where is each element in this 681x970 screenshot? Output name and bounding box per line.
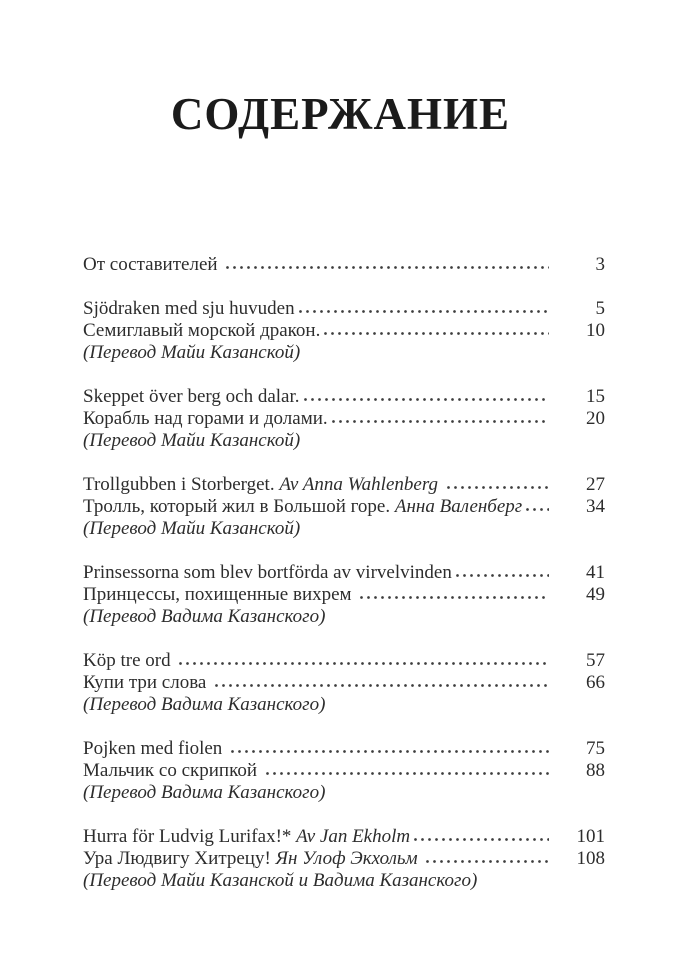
toc-block <box>83 386 605 452</box>
toc-entry-title: Trollgubben i Storberget. Av Anna Wahlenberg <box>83 474 443 495</box>
toc-entry-title: Skeppet över berg och dalar. <box>83 386 300 407</box>
toc-entry-author: Av Jan Ekholm <box>296 826 411 847</box>
toc-row <box>83 408 605 430</box>
toc-entry-title: Корабль над горами и долами. <box>83 408 328 429</box>
dot-leader <box>424 848 549 870</box>
toc-row <box>83 386 605 408</box>
page-number: 3 <box>595 254 605 275</box>
toc-row <box>83 760 605 782</box>
page-number: 101 <box>576 826 605 847</box>
toc-block <box>83 298 605 364</box>
page-number: 34 <box>586 496 605 517</box>
page-number: 41 <box>586 562 605 583</box>
toc-entry-author: Av Anna Wahlenberg <box>279 474 443 495</box>
page-number: 5 <box>595 298 605 319</box>
toc-row <box>83 298 605 320</box>
toc-row <box>83 562 605 584</box>
toc-block <box>83 826 605 892</box>
toc-entry-title: Prinsessorna som blev bortförda av virvelvinden <box>83 562 452 583</box>
dot-leader <box>330 408 549 430</box>
toc-row <box>83 474 605 496</box>
toc-entry-title: Тролль, который жил в Большой горе. Анна Валенберг <box>83 496 523 517</box>
toc-list <box>83 254 605 892</box>
translator-note-text: (Перевод Майи Казанской) <box>83 430 301 451</box>
page-number: 20 <box>586 408 605 429</box>
translator-note <box>83 430 605 452</box>
translator-note <box>83 694 605 716</box>
dot-leader <box>445 474 549 496</box>
toc-row <box>83 584 605 606</box>
toc-entry-title: Köp tre ord <box>83 650 176 671</box>
page-title: СОДЕРЖАНИЕ <box>170 89 511 139</box>
toc-row <box>83 650 605 672</box>
toc-row <box>83 254 605 276</box>
dot-leader <box>297 298 549 320</box>
toc-entry-title: Семиглавый морской дракон. <box>83 320 321 341</box>
toc-entry-title: Pojken med fiolen <box>83 738 228 759</box>
dot-leader <box>224 254 549 276</box>
translator-note-text: (Перевод Вадима Казанского) <box>83 694 326 715</box>
toc-entry-title: От составителей <box>83 254 223 275</box>
page-number: 27 <box>586 474 605 495</box>
toc-row <box>83 738 605 760</box>
page-number: 75 <box>586 738 605 759</box>
dot-leader <box>412 826 549 848</box>
toc-row <box>83 848 605 870</box>
translator-note <box>83 342 605 364</box>
page-number: 57 <box>586 650 605 671</box>
toc-entry-title: Ура Людвигу Хитрецу! Ян Улоф Экхольм <box>83 848 423 869</box>
page-number: 10 <box>586 320 605 341</box>
translator-note <box>83 606 605 628</box>
dot-leader <box>264 760 549 782</box>
translator-note-text: (Перевод Вадима Казанского) <box>83 606 326 627</box>
toc-block <box>83 650 605 716</box>
dot-leader <box>322 320 549 342</box>
page-number: 88 <box>586 760 605 781</box>
toc-entry-title: Принцессы, похищенные вихрем <box>83 584 357 605</box>
dot-leader <box>302 386 550 408</box>
toc-row <box>83 320 605 342</box>
toc-block <box>83 562 605 628</box>
toc-block <box>83 254 605 276</box>
toc-entry-title: Купи три слова <box>83 672 212 693</box>
toc-entry-author: Ян Улоф Экхольм <box>275 848 423 869</box>
page-number: 49 <box>586 584 605 605</box>
translator-note <box>83 870 605 892</box>
toc-entry-title: Мальчик со скрипкой <box>83 760 262 781</box>
toc-entry-title: Sjödraken med sju huvuden <box>83 298 295 319</box>
dot-leader <box>358 584 549 606</box>
toc-block <box>83 474 605 540</box>
toc-entry-author: Анна Валенберг <box>394 496 523 517</box>
toc-row <box>83 672 605 694</box>
translator-note-text: (Перевод Майи Казанской) <box>83 518 301 539</box>
toc-entry-title: Hurra för Ludvig Lurifax!* Av Jan Ekholm <box>83 826 411 847</box>
translator-note <box>83 518 605 540</box>
page-number: 15 <box>586 386 605 407</box>
translator-note-text: (Перевод Майи Казанской) <box>83 342 301 363</box>
dot-leader <box>454 562 549 584</box>
page-number: 108 <box>576 848 605 869</box>
dot-leader <box>524 496 549 518</box>
toc-row <box>83 496 605 518</box>
dot-leader <box>213 672 549 694</box>
dot-leader <box>229 738 549 760</box>
translator-note <box>83 782 605 804</box>
translator-note-text: (Перевод Вадима Казанского) <box>83 782 326 803</box>
dot-leader <box>177 650 549 672</box>
toc-row <box>83 826 605 848</box>
toc-block <box>83 738 605 804</box>
translator-note-text: (Перевод Майи Казанской и Вадима Казанского) <box>83 870 478 891</box>
page-number: 66 <box>586 672 605 693</box>
